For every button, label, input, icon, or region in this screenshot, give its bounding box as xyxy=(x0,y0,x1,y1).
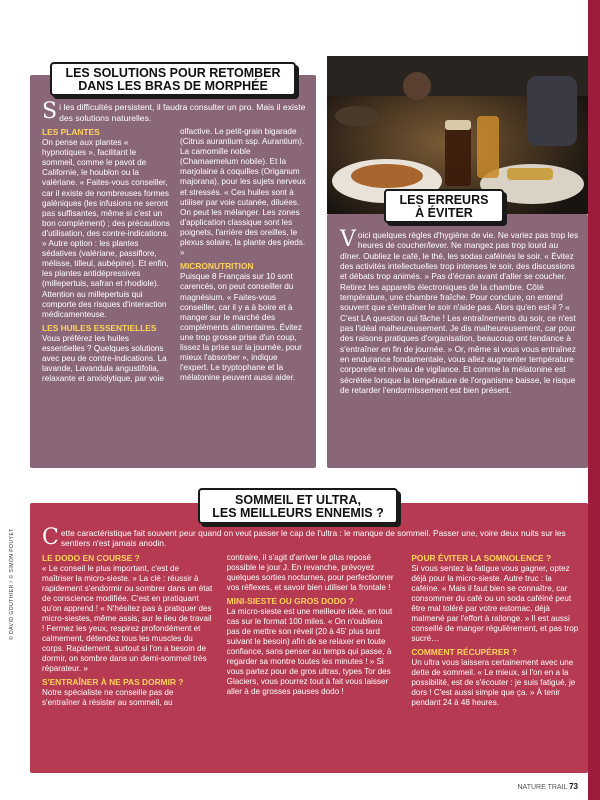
solutions-heading xyxy=(50,62,296,96)
magazine-name: NATURE TRAIL xyxy=(517,784,568,791)
paragraph-plantes: On pense aux plantes « hypnotiques », facilitant le sommeil, comme le pavot de Californie, le houblon ou la valériane. « Faites-vous conseiller, car il existe de nombreuses formes galéniques (les infusions ne seront pas suffisantes, même si c'est un bon complément) ; des précautions d'utilisation, des contre-indications. » Autre option : les plantes sédatives (valériane, passiflore, mélisse, tilleul, aubépine). Et enfin, les plantes antidépressives (millepertuis, safran et rhodiole). Attention au millepertuis qui comporte des risques d'interaction médicamenteuse. xyxy=(42,138,170,319)
subhead-dodo-course: LE DODO EN COURSE ? xyxy=(42,553,140,563)
solutions-heading-line1: LES SOLUTIONS POUR RETOMBER xyxy=(65,66,281,80)
subhead-plantes: LES PLANTES xyxy=(42,127,100,137)
solutions-heading-line2: DANS LES BRAS DE MORPHÉE xyxy=(78,79,268,94)
paragraph-mini-sieste: La micro-sieste est une meilleure idée, en tout cas sur le format 100 miles. « On n'oubliera pas de mettre son réveil (20 à 45' plus tard suivant le besoin) afin de se relaxer en toute confiance, sans penser au temps qui passe, à regarder sa montre toutes les minutes ! » Si vous partez pour de gros ultras, types Tor des Glaciers, vous pourrez tout à fait vous laisser aller à de grosses pauses dodo ! xyxy=(226,607,393,696)
ultra-heading-line2: LES MEILLEURS ENNEMIS ? xyxy=(212,506,384,521)
paragraph-entrainer-cont: contraire, il s'agit d'arriver le plus reposé possible le jour J. En revanche, prévoyez quelques sorties nocturnes, pour perfectionner vos réflexes, et savoir bien utiliser la frontale ! xyxy=(226,553,394,592)
ultra-heading-line1: SOMMEIL ET ULTRA, xyxy=(235,493,361,507)
page-footer xyxy=(517,782,578,791)
errors-dropcap: V xyxy=(340,227,356,252)
subhead-huiles: LES HUILES ESSENTIELLES xyxy=(42,322,157,333)
paragraph-huiles: Vous préférez les huiles essentielles ? Quelques solutions avec peu de contre-indications. La lavande, Lavandula angustifolia, relaxante et anxiolytique, par voie xyxy=(42,333,167,384)
subhead-somnolence: POUR ÉVITER LA SOMNOLENCE ? xyxy=(411,553,552,563)
solutions-intro xyxy=(42,99,308,124)
errors-heading xyxy=(384,189,504,223)
paragraph-dodo-course: « Le conseil le plus important, c'est de maîtriser la micro-sieste. » La clé : réussir à rapidement s'endormir ou sombrer dans un état de conscience modifiée. C'est en pratiquant qu'on apprend ! « N'hésitez pas à pratiquer des micro-siestes, même assis, sur le lieu de travail ! Fermez les yeux, respirez profondément et calmement, détendez tous les muscles du corps. Rapidement, surtout si l'on a besoin de dormir, on sombre dans un demi-sommeil très réparateur. » xyxy=(42,564,213,673)
ultra-col-2 xyxy=(227,553,398,770)
errors-body: oici quelques règles d'hygiène de vie. Ne variez pas trop les heures de coucher/lever. Ne mangez pas trop lourd au dîner. Oubliez le café, le thé, les sodas caféinés le soir. « Évitez des activités intellectuelles trop intenses le soir, des discussions et débats trop animés. » Pas d'écran avant d'aller se coucher. Retirez les appareils électroniques de la chambre. Côté température, une chambre fraîche. Pour conclure, on entend souvent que s'entraîner le soir n'aide pas. Alors qu'en est-il ? « C'est LA question qui fâche ! Les entraînements du soir, ce n'est pas l'idéal malheureusement. Je dis malheureusement, car pour des raisons pratiques d'organisation, beaucoup ont tendance à s'entraîner en fin de journée. » Or, même si vous vous entraînez en endurance fondamentale, vous allez augmenter température corporelle et niveau de vigilance. Et comme la mélatonine est sécrétée lorsque la température de l'organisme baisse, le risque de retarder l'endormissement est bien présent. xyxy=(340,230,579,396)
solutions-col-1 xyxy=(42,127,170,462)
paragraph-somnolence: Si vous sentez la fatigue vous gagner, optez déjà pour la micro-sieste. Autre truc : la caféine. « Mais il faut bien se connaître, car consommer du café ou un soda caféiné peut être mal toléré par votre estomac, déjà malmené par l'effort à rallonge. » Il est aussi conseillé de manger régulièrement, et pas trop sucré… xyxy=(411,564,579,643)
ultra-col-1 xyxy=(42,553,213,770)
photo-credit: © DAVID GOUTHIER / © SIMON POUYET xyxy=(9,528,15,640)
errors-heading-line1: LES ERREURS xyxy=(399,193,489,207)
ultra-dropcap: C xyxy=(42,525,59,550)
paragraph-entrainer: Notre spécialiste ne conseille pas de s'entraîner à résister au sommeil, au xyxy=(42,688,174,707)
subhead-recuperer: COMMENT RÉCUPÉRER ? xyxy=(411,647,517,657)
subhead-entrainer: S'ENTRAÎNER À NE PAS DORMIR ? xyxy=(42,677,184,687)
page-edge-stripe xyxy=(588,0,600,800)
ultra-heading xyxy=(198,488,398,524)
ultra-intro-text: ette caractéristique fait souvent peur quand on veut passer le cap de l'ultra : le manque de sommeil. Passer une, voire deux nuits sur les sentiers n'est jamais anodin. xyxy=(60,528,566,549)
errors-text xyxy=(340,227,580,396)
ultra-intro xyxy=(42,525,582,550)
ultra-col-3 xyxy=(411,553,582,770)
solutions-dropcap: S xyxy=(42,99,58,124)
solutions-intro-text: i les difficultés persistent, il faudra consulter un pro. Mais il existe des solutions naturelles. xyxy=(59,102,306,123)
paragraph-micronutrition: Puisque 8 Français sur 10 sont carencés, on peut conseiller du magnésium. « Faites-vous conseiller, car il y a à boire et à manger sur le marché des compléments alimentaires. Évitez une trop grosse prise d'un coup, lissez la prise sur la journée, pour mieux l'absorber », indique l'expert. Le tryptophane et la mélatonine peuvent aussi aider. xyxy=(180,272,302,383)
paragraph-recuperer: Un ultra vous laissera certainement avec une dette de sommeil. « Le mieux, si l'on en a la possibilité, est de s'écouter : je suis fatigué, je dors ! C'est aussi simple que ça. » À tenir pendant 24 à 48 heures. xyxy=(411,658,576,707)
solutions-columns xyxy=(42,127,308,462)
ultra-columns xyxy=(42,553,582,770)
errors-heading-line2: À ÉVITER xyxy=(415,206,473,221)
solutions-col-2 xyxy=(180,127,308,462)
paragraph-huiles-cont: olfactive. Le petit-grain bigarade (Citrus aurantium ssp. Aurantium). La camomille noble (Chamaemelum nobile). Et la marjolaine à coquilles (Origanum majorana), pour les sujets nerveux et stressés. « Ces huiles sont à utiliser par voie cutanée, diluées. On peut les mélanger. Les zones d'application classique sont les poignets, l'arrière des oreilles, le plexus solaire, la plante des pieds. » xyxy=(180,127,306,258)
page-number: 73 xyxy=(569,782,578,791)
subhead-micronutrition: MICRONUTRITION xyxy=(180,261,254,272)
subhead-mini-sieste: MINI-SIESTE OU GROS DODO ? xyxy=(226,596,354,606)
